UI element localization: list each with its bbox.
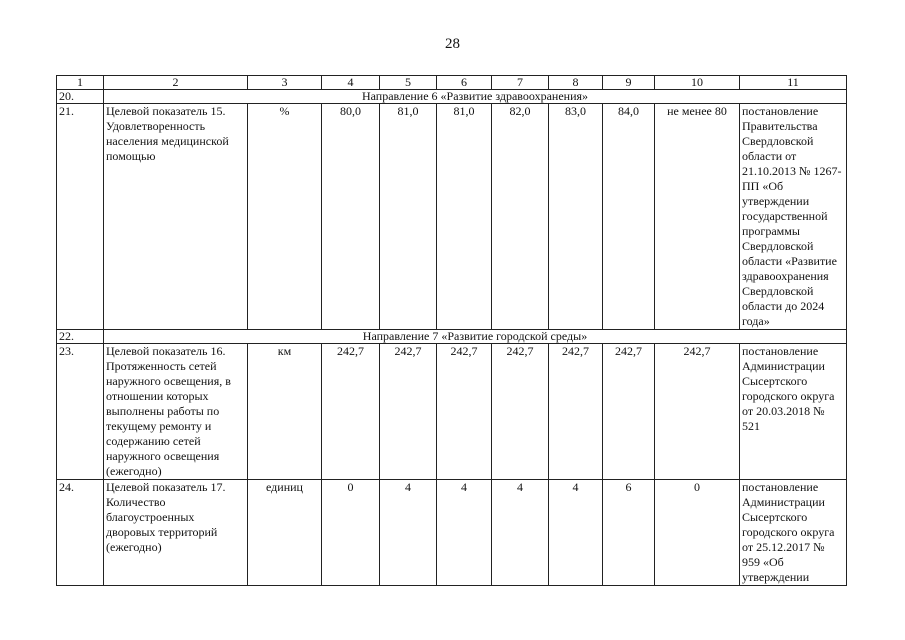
row-number: 21. — [57, 104, 104, 330]
indicator-name: Целевой показатель 15. Удовлетворенность населения медицинской помощью — [104, 104, 248, 330]
column-number: 9 — [603, 76, 655, 90]
value-cell: 80,0 — [322, 104, 380, 330]
unit-cell: единиц — [248, 480, 322, 586]
page-number: 28 — [445, 36, 460, 52]
row-number: 24. — [57, 480, 104, 586]
value-cell: 242,7 — [603, 344, 655, 480]
value-cell: 82,0 — [492, 104, 549, 330]
source-document: постановление Правительства Свердловской области от 21.10.2013 № 1267-ПП «Об утверждении государственной программы Свердловской области «Развитие здравоохранения Свердловской области до 2024 года» — [740, 104, 847, 330]
value-cell: 81,0 — [380, 104, 437, 330]
column-number: 8 — [549, 76, 603, 90]
table-row — [57, 480, 847, 586]
column-number: 5 — [380, 76, 437, 90]
column-number: 3 — [248, 76, 322, 90]
table-row — [57, 344, 847, 480]
value-cell: 242,7 — [437, 344, 492, 480]
table-row — [57, 104, 847, 330]
unit-cell: % — [248, 104, 322, 330]
value-cell: 0 — [655, 480, 740, 586]
indicator-name: Целевой показатель 17. Количество благоустроенных дворовых территорий (ежегодно) — [104, 480, 248, 586]
row-number: 22. — [57, 330, 104, 344]
value-cell: 242,7 — [380, 344, 437, 480]
value-cell: 81,0 — [437, 104, 492, 330]
column-number: 6 — [437, 76, 492, 90]
value-cell: 242,7 — [655, 344, 740, 480]
value-cell: 242,7 — [492, 344, 549, 480]
section-title: Направление 7 «Развитие городской среды» — [104, 330, 847, 344]
value-cell: 242,7 — [549, 344, 603, 480]
section-row — [57, 90, 847, 104]
section-row — [57, 330, 847, 344]
column-number: 1 — [57, 76, 104, 90]
value-cell: 4 — [549, 480, 603, 586]
column-number: 2 — [104, 76, 248, 90]
value-cell: 4 — [380, 480, 437, 586]
source-document: постановление Администрации Сысертского городского округа от 20.03.2018 № 521 — [740, 344, 847, 480]
value-cell: 0 — [322, 480, 380, 586]
column-number: 11 — [740, 76, 847, 90]
section-title: Направление 6 «Развитие здравоохранения» — [104, 90, 847, 104]
value-cell: 84,0 — [603, 104, 655, 330]
unit-cell: км — [248, 344, 322, 480]
value-cell: 4 — [437, 480, 492, 586]
indicator-name: Целевой показатель 16. Протяженность сетей наружного освещения, в отношении которых выполнены работы по текущему ремонту и содержанию сетей наружного освещения (ежегодно) — [104, 344, 248, 480]
value-cell: 83,0 — [549, 104, 603, 330]
row-number: 20. — [57, 90, 104, 104]
column-numbers-row — [57, 76, 847, 90]
value-cell: 242,7 — [322, 344, 380, 480]
source-document: постановление Администрации Сысертского городского округа от 25.12.2017 № 959 «Об утверждении — [740, 480, 847, 586]
column-number: 7 — [492, 76, 549, 90]
column-number: 4 — [322, 76, 380, 90]
row-number: 23. — [57, 344, 104, 480]
value-cell: 6 — [603, 480, 655, 586]
indicators-table — [56, 75, 847, 586]
value-cell: не менее 80 — [655, 104, 740, 330]
column-number: 10 — [655, 76, 740, 90]
value-cell: 4 — [492, 480, 549, 586]
